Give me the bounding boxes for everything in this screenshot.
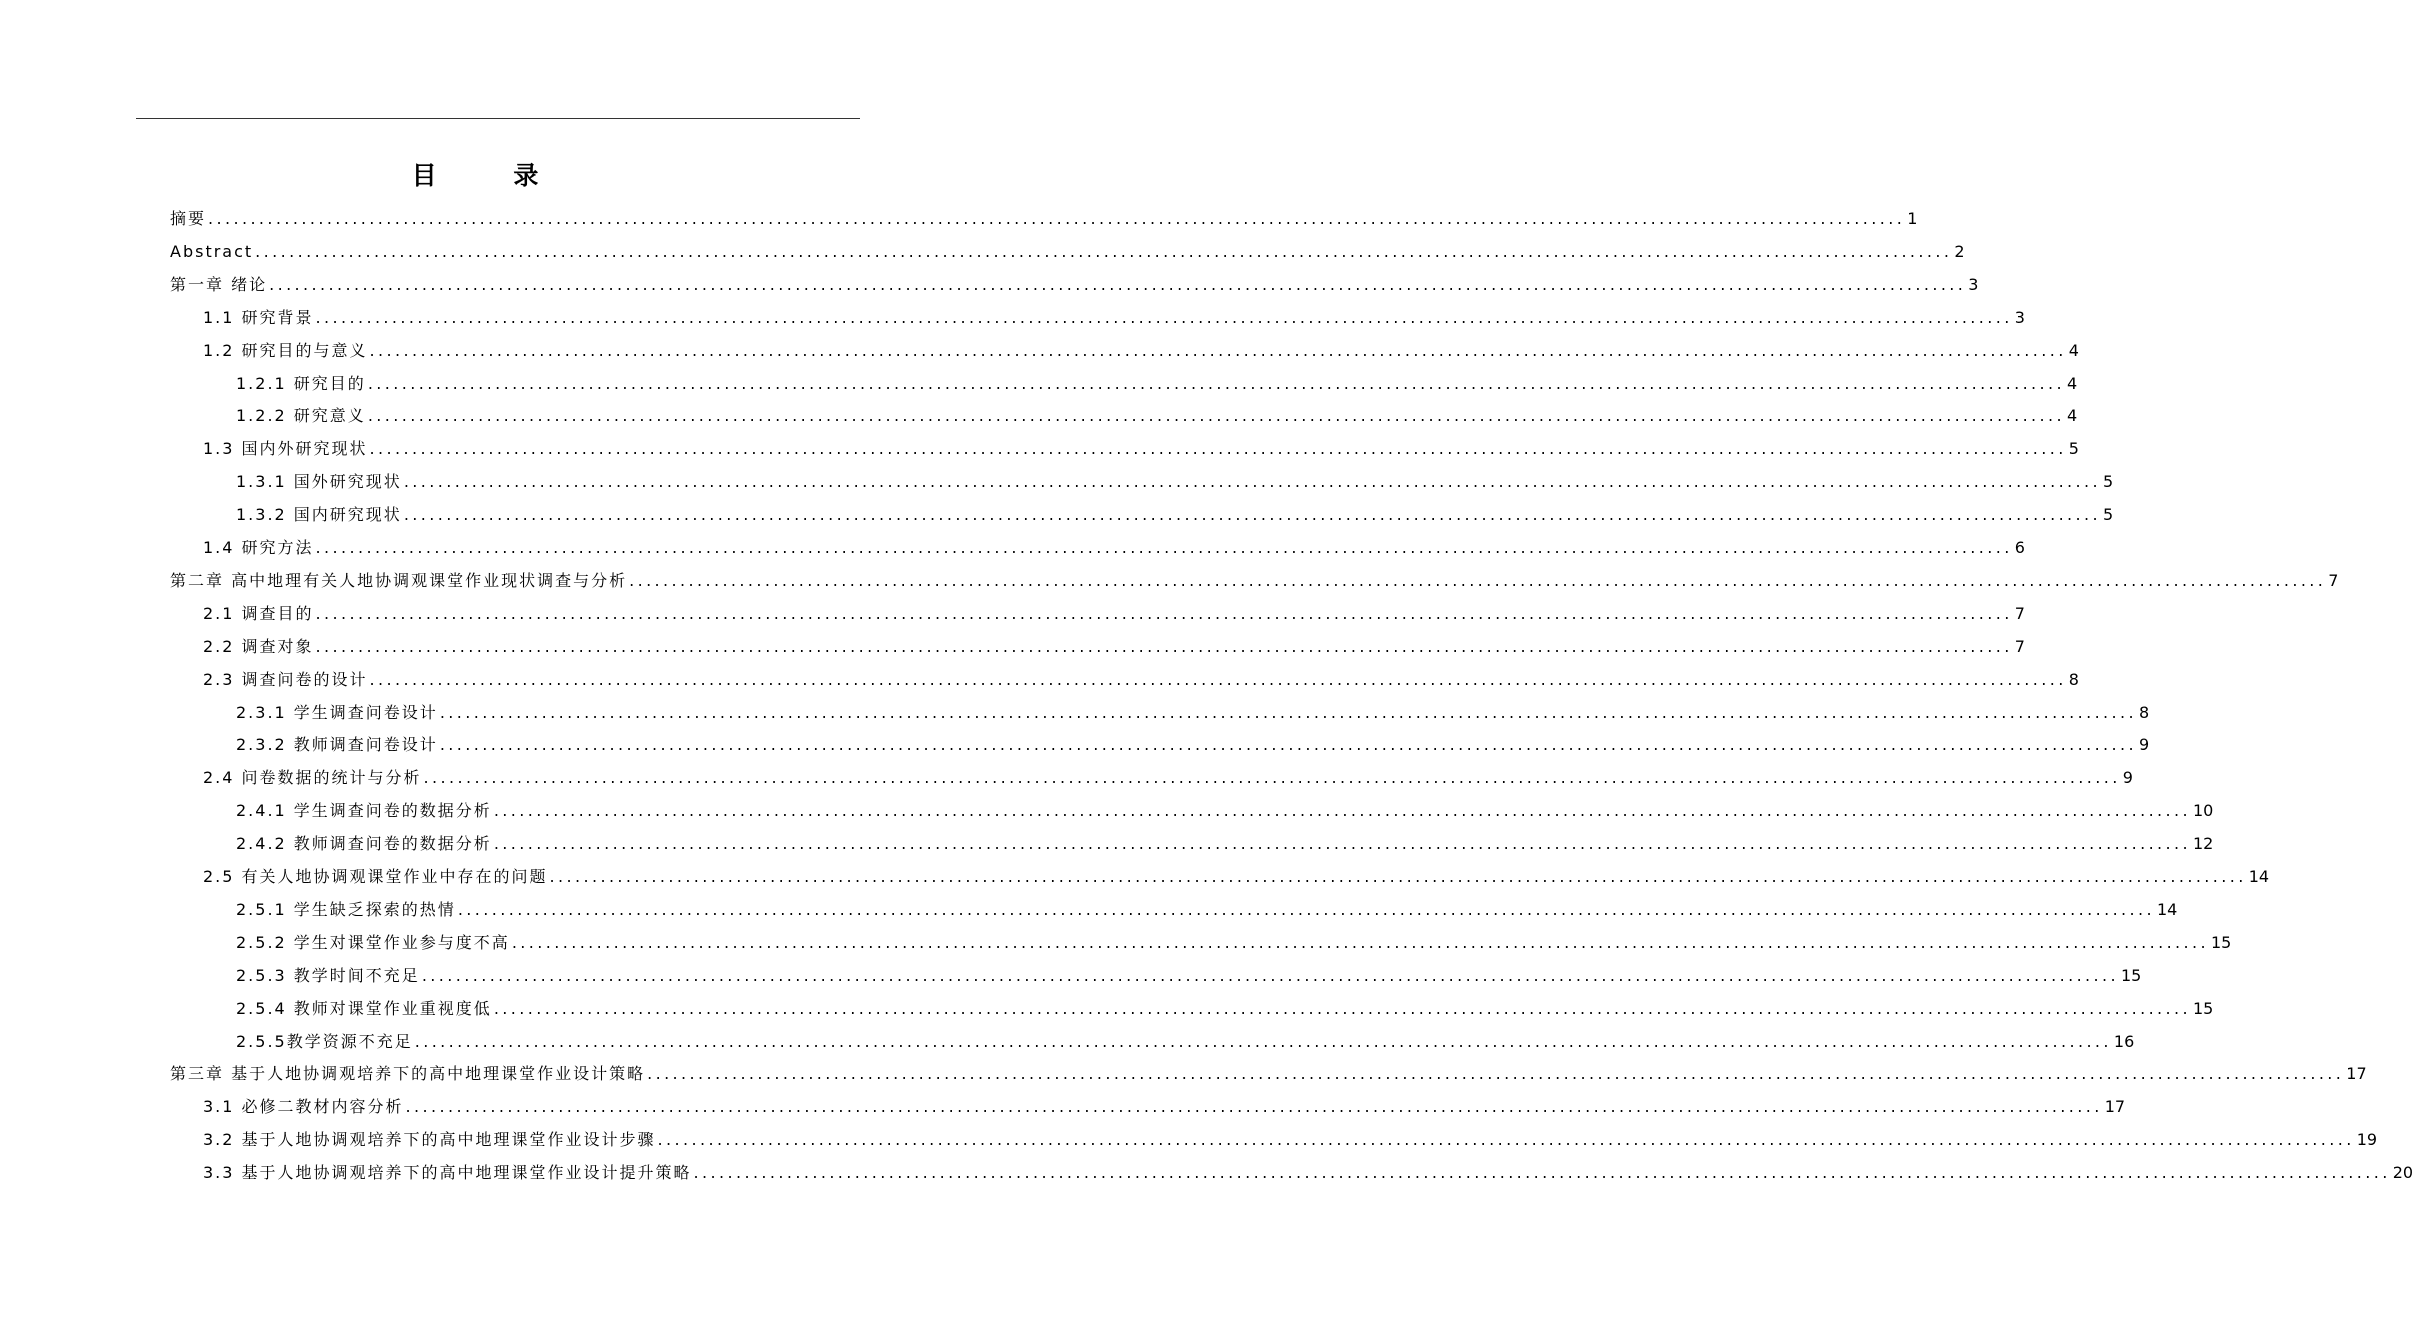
header-rule <box>136 118 860 119</box>
toc-dot-leader: ........................................................................................................................................................................................................ <box>657 1130 2355 1150</box>
toc-dot-leader: ........................................................................................................................................................................................................ <box>421 965 2119 985</box>
toc-entry-label: 3.1 必修二教材内容分析 <box>203 1097 404 1117</box>
toc-dot-leader: ........................................................................................................................................................................................................ <box>549 867 2247 886</box>
toc-dot-leader: ........................................................................................................................................................................................................ <box>493 801 2191 821</box>
toc-entry[interactable] <box>170 1061 2367 1087</box>
toc-entry-label: 2.5.4 教师对课堂作业重视度低 <box>236 998 492 1018</box>
toc-entry-label: 第一章 绪论 <box>170 274 268 294</box>
toc-entry-page-number: 17 <box>2346 1064 2367 1084</box>
toc-entry-label: 2.5 有关人地协调观课堂作业中存在的问题 <box>203 867 548 886</box>
toc-entry-page-number: 14 <box>2248 867 2270 886</box>
toc-dot-leader: ........................................................................................................................................................................................................ <box>439 735 2137 755</box>
toc-entry-label: 2.4 问卷数据的统计与分析 <box>203 768 422 788</box>
toc-dot-leader: ........................................................................................................................................................................................................ <box>369 439 2067 459</box>
toc-entry-label: 2.5.5教学资源不充足 <box>236 1031 413 1051</box>
toc-entry-page-number: 5 <box>2103 505 2114 525</box>
toc-entry-page-number: 4 <box>2068 340 2079 360</box>
toc-entry-label: 3.2 基于人地协调观培养下的高中地理课堂作业设计步骤 <box>203 1130 656 1150</box>
toc-dot-leader: ........................................................................................................................................................................................................ <box>457 899 2155 919</box>
toc-entry-page-number: 8 <box>2139 702 2150 722</box>
toc-entry-label: 1.3.1 国外研究现状 <box>236 472 402 492</box>
toc-entry[interactable] <box>170 206 1918 232</box>
toc-entry[interactable] <box>236 831 2214 857</box>
toc-entry[interactable] <box>203 667 2079 693</box>
toc-dot-leader: ........................................................................................................................................................................................................ <box>315 603 2013 623</box>
toc-dot-leader: ........................................................................................................................................................................................................ <box>423 768 2121 788</box>
toc-entry[interactable] <box>170 568 2339 594</box>
toc-entry[interactable] <box>236 996 2214 1022</box>
toc-entry-page-number: 14 <box>2157 899 2178 919</box>
toc-entry[interactable] <box>236 798 2214 824</box>
toc-entry-label: Abstract <box>170 241 254 261</box>
toc-entry-label: 2.3 调查问卷的设计 <box>203 669 368 689</box>
toc-entry[interactable] <box>203 1127 2378 1153</box>
toc-entry[interactable] <box>203 601 2025 627</box>
toc-dot-leader: ........................................................................................................................................................................................................ <box>629 570 2327 590</box>
toc-entry[interactable] <box>203 436 2079 462</box>
toc-entry-page-number: 15 <box>2193 998 2214 1018</box>
toc-entry-page-number: 9 <box>2139 735 2150 755</box>
toc-entry-label: 2.3.2 教师调查问卷设计 <box>236 735 438 755</box>
toc-dot-leader: ........................................................................................................................................................................................................ <box>403 472 2101 492</box>
toc-entry[interactable] <box>203 305 2025 331</box>
toc-dot-leader: ........................................................................................................................................................................................................ <box>493 998 2191 1018</box>
toc-entry-label: 2.5.1 学生缺乏探索的热情 <box>236 899 456 919</box>
toc-entry-label: 1.1 研究背景 <box>203 307 314 327</box>
toc-entry-label: 2.4.1 学生调查问卷的数据分析 <box>236 801 492 821</box>
toc-entry[interactable] <box>203 765 2133 791</box>
toc-dot-leader: ........................................................................................................................................................................................................ <box>439 702 2137 722</box>
toc-entry-page-number: 1 <box>1907 209 1918 228</box>
toc-entry[interactable] <box>236 897 2178 923</box>
toc-entry-page-number: 7 <box>2014 603 2025 623</box>
toc-entry-page-number: 19 <box>2356 1130 2378 1150</box>
toc-entry-page-number: 3 <box>1968 274 1979 294</box>
toc-entry[interactable] <box>236 963 2142 989</box>
toc-entry-label: 2.5.3 教学时间不充足 <box>236 965 420 985</box>
toc-entry-page-number: 4 <box>2067 373 2078 393</box>
toc-entry[interactable] <box>236 403 2078 429</box>
toc-entry-page-number: 5 <box>2103 472 2114 492</box>
toc-entry[interactable] <box>236 502 2114 528</box>
toc-dot-leader: ........................................................................................................................................................................................................ <box>369 669 2067 689</box>
toc-dot-leader: ........................................................................................................................................................................................................ <box>511 932 2209 952</box>
toc-entry-page-number: 16 <box>2113 1031 2135 1051</box>
toc-dot-leader: ........................................................................................................................................................................................................ <box>269 274 1967 294</box>
toc-entry-page-number: 17 <box>2104 1097 2126 1117</box>
toc-entry[interactable] <box>170 239 1965 265</box>
toc-dot-leader: ........................................................................................................................................................................................................ <box>315 307 2013 327</box>
toc-entry[interactable] <box>203 535 2025 561</box>
toc-entry-page-number: 2 <box>1954 241 1965 261</box>
toc-entry[interactable] <box>203 338 2079 364</box>
toc-dot-leader: ........................................................................................................................................................................................................ <box>367 373 2065 393</box>
toc-entry-page-number: 10 <box>2193 801 2214 821</box>
toc-entry-page-number: 7 <box>2014 636 2025 656</box>
toc-dot-leader: ........................................................................................................................................................................................................ <box>405 1097 2103 1117</box>
toc-entry-label: 1.2 研究目的与意义 <box>203 340 368 360</box>
toc-entry-page-number: 8 <box>2068 669 2079 689</box>
toc-title: 目 录 <box>411 161 573 190</box>
toc-entry-page-number: 9 <box>2122 768 2133 788</box>
toc-dot-leader: ........................................................................................................................................................................................................ <box>493 834 2191 854</box>
toc-entry-label: 第三章 基于人地协调观培养下的高中地理课堂作业设计策略 <box>170 1064 646 1084</box>
toc-entry-label: 1.2.1 研究目的 <box>236 373 366 393</box>
toc-entry-label: 2.4.2 教师调查问卷的数据分析 <box>236 834 492 854</box>
toc-entry-label: 1.4 研究方法 <box>203 538 314 557</box>
toc-entry[interactable] <box>203 864 2270 890</box>
toc-dot-leader: ........................................................................................................................................................................................................ <box>414 1031 2112 1051</box>
toc-entry-label: 1.2.2 研究意义 <box>236 406 366 426</box>
toc-entry-label: 摘要 <box>170 209 207 228</box>
toc-entry-page-number: 20 <box>2392 1163 2413 1183</box>
toc-entry-label: 2.5.2 学生对课堂作业参与度不高 <box>236 932 510 952</box>
toc-entry-label: 3.3 基于人地协调观培养下的高中地理课堂作业设计提升策略 <box>203 1163 692 1183</box>
toc-entry[interactable] <box>236 1029 2135 1055</box>
toc-entry[interactable] <box>236 469 2114 495</box>
toc-entry-label: 1.3 国内外研究现状 <box>203 439 368 459</box>
toc-dot-leader: ........................................................................................................................................................................................................ <box>315 538 2013 557</box>
toc-entry[interactable] <box>236 371 2078 397</box>
toc-dot-leader: ........................................................................................................................................................................................................ <box>367 406 2065 426</box>
toc-entry-page-number: 5 <box>2068 439 2079 459</box>
toc-entry-page-number: 15 <box>2121 965 2142 985</box>
toc-dot-leader: ........................................................................................................................................................................................................ <box>647 1064 2345 1084</box>
toc-entry[interactable] <box>203 634 2025 660</box>
toc-entry-label: 2.1 调查目的 <box>203 603 314 623</box>
toc-entry[interactable] <box>236 700 2150 726</box>
toc-entry-page-number: 15 <box>2211 932 2232 952</box>
toc-entry[interactable] <box>170 272 1979 298</box>
toc-entry-page-number: 6 <box>2014 538 2025 557</box>
toc-entry[interactable] <box>203 1160 2413 1186</box>
toc-entry-page-number: 3 <box>2014 307 2025 327</box>
toc-entry[interactable] <box>236 930 2232 956</box>
toc-entry-page-number: 4 <box>2067 406 2078 426</box>
toc-dot-leader: ........................................................................................................................................................................................................ <box>693 1163 2391 1183</box>
toc-dot-leader: ........................................................................................................................................................................................................ <box>369 340 2067 360</box>
toc-entry-label: 2.3.1 学生调查问卷设计 <box>236 702 438 722</box>
toc-entry-label: 2.2 调查对象 <box>203 636 314 656</box>
toc-entry-label: 1.3.2 国内研究现状 <box>236 505 402 525</box>
toc-dot-leader: ........................................................................................................................................................................................................ <box>208 209 1906 228</box>
toc-entry-page-number: 12 <box>2193 834 2214 854</box>
toc-entry[interactable] <box>203 1094 2126 1120</box>
toc-entry[interactable] <box>236 732 2150 758</box>
toc-dot-leader: ........................................................................................................................................................................................................ <box>315 636 2013 656</box>
toc-dot-leader: ........................................................................................................................................................................................................ <box>403 505 2101 525</box>
toc-dot-leader: ........................................................................................................................................................................................................ <box>255 241 1953 261</box>
toc-entry-label: 第二章 高中地理有关人地协调观课堂作业现状调查与分析 <box>170 570 628 590</box>
toc-entry-page-number: 7 <box>2328 570 2339 590</box>
